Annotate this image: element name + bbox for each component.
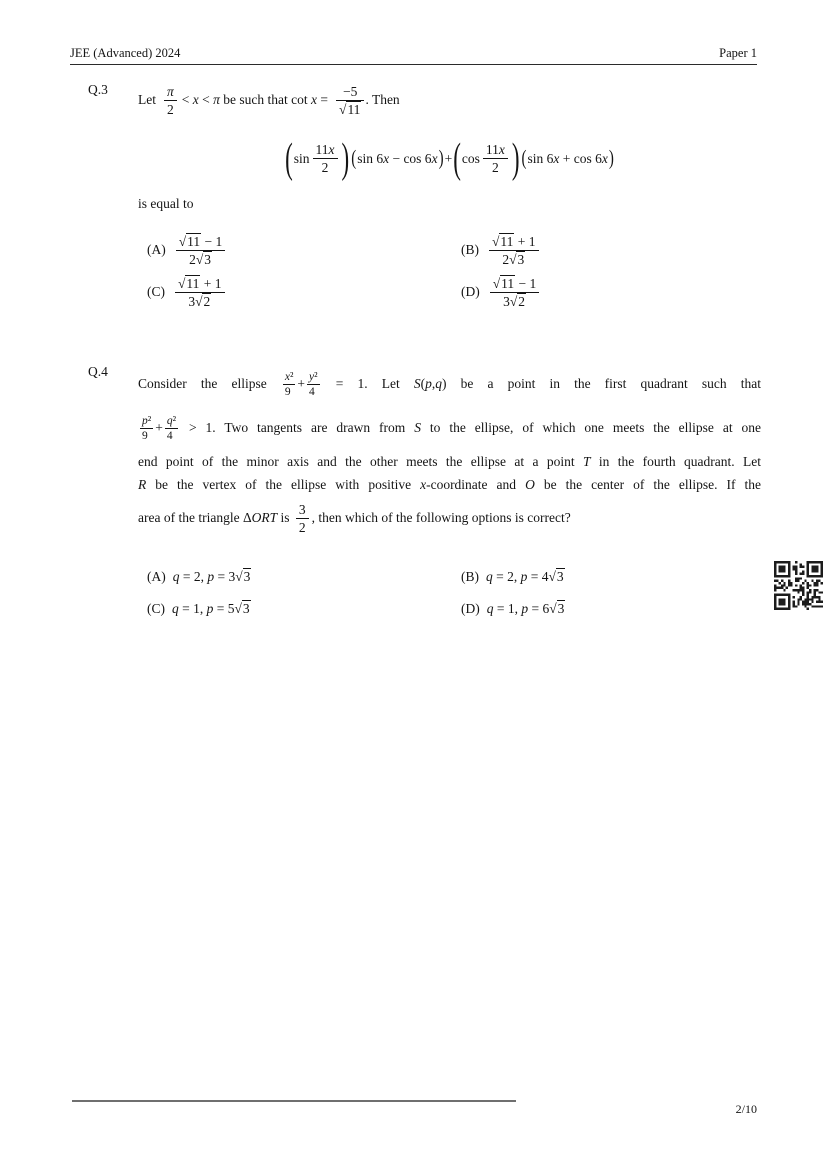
- option-key: (C): [147, 601, 165, 616]
- right-paren-icon: ): [511, 134, 520, 182]
- q3-display-equation: [138, 134, 761, 182]
- plus-sign: +: [297, 376, 306, 391]
- sin-token: sin: [293, 150, 310, 166]
- q3-let: Let: [138, 92, 156, 107]
- sin-minus-cos-group: sin 6x − cos 6x: [357, 150, 438, 166]
- header-exam-title: JEE (Advanced) 2024: [70, 46, 181, 60]
- q4-line1: Consider the ellipse $\frac{\text{x²}}{9}$ + $\frac{\text{y²}}{4}$ = 1. Let S(p,q) be a point in the first quadrant such that: [138, 371, 762, 399]
- q4-options: [147, 564, 761, 622]
- sqrt-radical: √11: [178, 233, 201, 249]
- option-key: (B): [461, 242, 479, 258]
- option-fraction: $\frac{√11 + 1}{2√3}$: [489, 233, 539, 268]
- qr-code: [774, 561, 823, 610]
- q3-option-b: [461, 233, 761, 268]
- q3-options: [147, 233, 761, 310]
- y2-over-4-fraction: $\frac{\text{y²}}{4}$: [309, 371, 318, 399]
- cot-value-fraction: $\frac{-5}{√11}$: [336, 83, 364, 118]
- plus-sign: +: [444, 150, 453, 166]
- left-paren-icon: (: [351, 147, 357, 171]
- sqrt-radical: √3: [509, 251, 525, 267]
- var-x: x: [420, 477, 427, 492]
- q3-then: . Then: [365, 92, 400, 107]
- right-paren-icon: ): [608, 147, 614, 171]
- q4-line5: area of the triangle ΔORT is $\frac{3}{2}$ , then which of the following options is correct?: [138, 502, 571, 536]
- var-R: R: [138, 477, 147, 492]
- page-number: 2/10: [735, 1102, 757, 1116]
- page-header: [70, 46, 757, 65]
- q3-option-a: [147, 233, 461, 268]
- q4-line4: R be the vertex of the ellipse with positive x-coordinate and O be the center of the ellipse. If the: [138, 477, 761, 492]
- sqrt-radical: √11: [178, 275, 200, 291]
- sqrt-radical: √3: [195, 251, 211, 267]
- sqrt-radical: √3: [235, 569, 251, 584]
- 11x-over-2-fraction: $\frac{11x}{2}$: [483, 141, 508, 176]
- cos-token: cos: [461, 150, 480, 166]
- q4-line3: end point of the minor axis and the other meets the ellipse at a point T in the fourth quadrant. Let: [138, 454, 761, 469]
- option-fraction: $\frac{√11 - 1}{2√3}$: [176, 233, 226, 268]
- sin-plus-cos-group: sin 6x + cos 6x: [527, 150, 608, 166]
- left-paren-icon: (: [453, 134, 461, 182]
- plus-sign: +: [155, 420, 163, 435]
- option-fraction: $\frac{√11 - 1}{3√2}$: [490, 275, 540, 310]
- sqrt-radical: √11: [492, 233, 514, 249]
- sqrt-radical: √3: [548, 569, 564, 584]
- option-key: (D): [461, 601, 480, 616]
- pi-over-2-fraction: $\frac{\pi}{2}$: [164, 83, 177, 118]
- left-paren-icon: (: [285, 134, 293, 182]
- var-S: S: [414, 420, 421, 435]
- header-paper-label: Paper 1: [719, 46, 757, 60]
- sqrt-11: √11: [339, 101, 361, 117]
- q4-option-d: (D) q = 1, p = 6 √3: [461, 596, 761, 622]
- p2-over-9-fraction: $\frac{\text{p²}}{9}$: [142, 415, 152, 443]
- q4-option-a: (A) q = 2, p = 3 √3: [147, 564, 461, 590]
- question-3: [88, 80, 761, 310]
- right-paren-icon: ): [341, 134, 350, 182]
- q2-over-4-fraction: $\frac{\text{q²}}{4}$: [166, 415, 177, 443]
- sqrt-radical: √11: [492, 275, 515, 291]
- option-key: (B): [461, 569, 479, 584]
- option-fraction: $\frac{√11 + 1}{3√2}$: [175, 275, 225, 310]
- left-paren-icon: (: [521, 147, 527, 171]
- var-O: O: [525, 477, 535, 492]
- question-4: [88, 362, 761, 622]
- question-3-number: Q.3: [88, 82, 108, 97]
- q3-statement: [138, 80, 761, 120]
- triangle-ORT-notation: ΔORT: [242, 510, 278, 525]
- sqrt-radical: √2: [509, 293, 525, 309]
- right-paren-icon: ): [438, 147, 444, 171]
- sqrt-radical: √2: [195, 293, 211, 309]
- var-T: T: [583, 454, 591, 469]
- option-key: (A): [147, 242, 166, 258]
- q4-line2: $\frac{\text{p²}}{9}$ + $\frac{\text{q²}}{4}$ > 1. Two tangents are drawn from S to the ellipse, of which one meets the ellipse at one: [142, 415, 762, 443]
- 11x-over-2-fraction: $\frac{11x}{2}$: [313, 141, 338, 176]
- sqrt-radical: √3: [549, 601, 565, 616]
- x2-over-9-fraction: $\frac{\text{x²}}{9}$: [284, 371, 294, 399]
- q3-option-c: [147, 275, 461, 310]
- q3-is-equal-to: is equal to: [138, 195, 194, 211]
- option-key: (A): [147, 569, 166, 584]
- sqrt-radical: √3: [234, 601, 250, 616]
- q4-option-c: (C) q = 1, p = 5 √3: [147, 596, 461, 622]
- option-key: (D): [461, 284, 480, 300]
- question-4-number: Q.4: [88, 364, 108, 379]
- option-key: (C): [147, 284, 165, 300]
- footer-rule: [72, 1100, 516, 1102]
- point-S-notation: S(p,q): [413, 376, 447, 391]
- q3-condition-text: < x < π be such that cot x =: [181, 92, 329, 107]
- 3-over-2-fraction: $\frac{3}{2}$: [296, 501, 309, 536]
- q4-option-b: (B) q = 2, p = 4 √3: [461, 564, 761, 590]
- q3-option-d: [461, 275, 761, 310]
